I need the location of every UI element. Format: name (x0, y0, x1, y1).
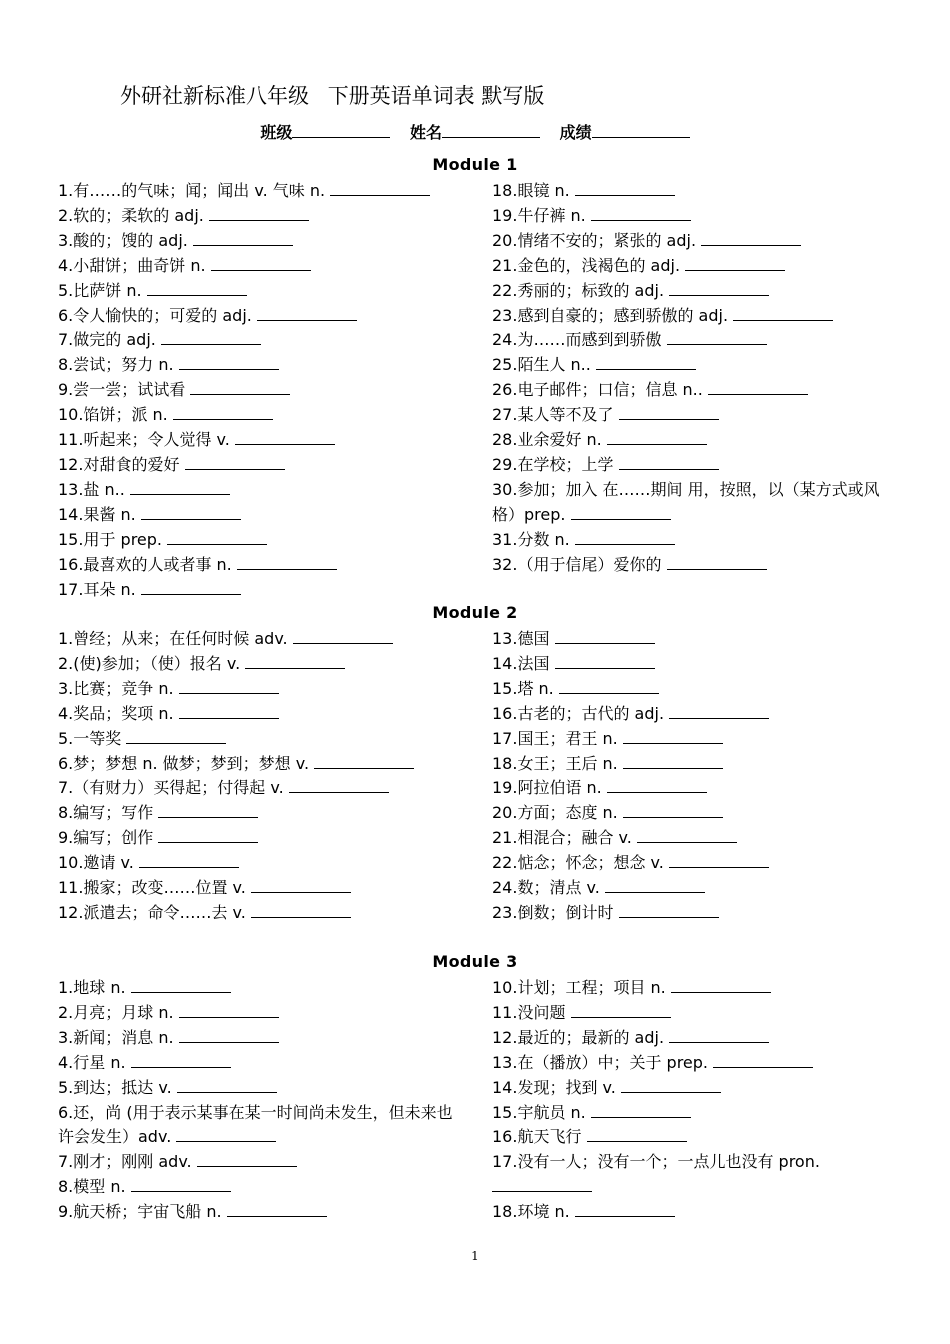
module-heading: Module 3 (432, 952, 518, 971)
vocab-prompt: 22.惦念；怀念；想念 v. (492, 853, 664, 873)
answer-blank[interactable] (173, 406, 273, 420)
answer-blank[interactable] (131, 1054, 231, 1068)
answer-blank[interactable] (197, 1153, 297, 1167)
page-title (120, 80, 556, 110)
vocab-prompt: 10.馅饼；派 n. (58, 405, 168, 425)
vocab-item (492, 1051, 902, 1076)
vocab-prompt: 14.法国 (492, 653, 550, 673)
vocab-prompt: 6.还，尚 (用于表示某事在某一时间尚未发生，但未来也许会发生）adv. (58, 1102, 453, 1147)
answer-blank[interactable] (669, 282, 769, 296)
answer-blank[interactable] (619, 456, 719, 470)
vocab-item (58, 229, 468, 254)
score-field (560, 120, 690, 143)
vocab-item (58, 901, 468, 926)
vocab-item (58, 378, 468, 403)
vocab-item (492, 627, 902, 652)
vocab-item (58, 328, 468, 353)
vocab-item (58, 478, 468, 503)
vocab-prompt: 10.计划；工程；项目 n. (492, 978, 666, 997)
answer-blank[interactable] (605, 879, 705, 893)
vocab-prompt: 30.参加；加入 在……期间 用，按照，以（某方式或风格）prep. (492, 479, 880, 524)
vocab-item (492, 1125, 902, 1150)
class-field (260, 120, 390, 143)
student-info-line (0, 120, 950, 143)
vocab-prompt: 12.派遣去；命令……去 v. (58, 902, 246, 922)
vocab-item (492, 428, 902, 453)
answer-blank[interactable] (161, 331, 261, 345)
name-field (410, 120, 540, 143)
answer-blank[interactable] (575, 182, 675, 196)
answer-blank[interactable] (587, 1128, 687, 1142)
vocab-item (492, 727, 902, 752)
vocab-prompt: 19.阿拉伯语 n. (492, 778, 602, 798)
vocab-prompt: 2.月亮；月球 n. (58, 1002, 174, 1022)
vocab-item (58, 403, 468, 428)
class-label: 班级 (260, 123, 293, 142)
vocab-prompt: 8.编写；写作 (58, 803, 154, 823)
vocab-item (492, 378, 902, 403)
vocab-prompt: 5.一等奖 (58, 728, 122, 748)
answer-blank[interactable] (733, 307, 833, 321)
vocab-prompt: 14.果酱 n. (58, 504, 136, 524)
vocab-item (492, 901, 902, 926)
vocab-prompt: 15.用于 prep. (58, 529, 163, 549)
answer-blank[interactable] (293, 630, 393, 644)
vocab-item (58, 204, 468, 229)
answer-blank[interactable] (193, 232, 293, 246)
vocab-prompt: 14.发现；找到 v. (492, 1077, 616, 1097)
vocab-prompt: 7.做完的 adj. (58, 330, 156, 350)
vocab-item (492, 478, 902, 528)
answer-blank[interactable] (179, 1029, 279, 1043)
vocab-item (492, 528, 902, 553)
answer-blank[interactable] (139, 854, 239, 868)
answer-blank[interactable] (131, 979, 231, 993)
vocab-prompt: 4.行星 n. (58, 1052, 126, 1072)
vocab-prompt: 3.酸的；馊的 adj. (58, 230, 188, 250)
vocab-item (58, 1175, 468, 1200)
vocab-item (58, 1076, 468, 1101)
vocab-item (58, 677, 468, 702)
score-blank (592, 123, 690, 138)
vocab-item (58, 279, 468, 304)
vocab-item (58, 1200, 468, 1225)
vocab-prompt: 18.眼镜 n. (492, 181, 570, 200)
vocab-item (58, 627, 468, 652)
answer-blank[interactable] (314, 755, 414, 769)
score-label: 成绩 (559, 123, 592, 142)
vocab-prompt: 31.分数 n. (492, 529, 570, 549)
vocab-item (58, 826, 468, 851)
answer-blank[interactable] (713, 1054, 813, 1068)
answer-blank[interactable] (671, 979, 771, 993)
vocab-item (58, 578, 468, 603)
vocab-prompt: 26.电子邮件；口信；信息 n.. (492, 380, 703, 400)
vocab-item (58, 1101, 468, 1151)
vocab-item (492, 254, 902, 279)
vocab-item (492, 677, 902, 702)
vocab-item (58, 179, 468, 204)
answer-blank[interactable] (575, 531, 675, 545)
vocab-prompt: 12.最近的；最新的 adj. (492, 1027, 665, 1047)
vocab-item (492, 1101, 902, 1126)
answer-blank[interactable] (559, 680, 659, 694)
vocab-item (58, 752, 468, 777)
answer-blank[interactable] (708, 381, 808, 395)
vocab-prompt: 21.金色的，浅褐色的 adj. (492, 255, 681, 275)
page-number: 1 (471, 1249, 479, 1263)
vocab-item (492, 279, 902, 304)
answer-blank[interactable] (492, 1178, 592, 1192)
answer-blank[interactable] (571, 506, 671, 520)
answer-blank[interactable] (669, 854, 769, 868)
vocab-prompt: 1.曾经；从来；在任何时候 adv. (58, 629, 288, 648)
vocab-prompt: 6.令人愉快的；可爱的 adj. (58, 305, 252, 325)
vocab-item (58, 652, 468, 677)
vocab-prompt: 32.（用于信尾）爱你的 (492, 554, 662, 574)
answer-blank[interactable] (701, 232, 801, 246)
answer-blank[interactable] (619, 406, 719, 420)
answer-blank[interactable] (131, 1178, 231, 1192)
answer-blank[interactable] (126, 730, 226, 744)
answer-blank[interactable] (289, 779, 389, 793)
answer-blank[interactable] (607, 779, 707, 793)
answer-blank[interactable] (621, 1079, 721, 1093)
answer-blank[interactable] (227, 1203, 327, 1217)
vocab-item (492, 876, 902, 901)
vocab-prompt: 7.（有财力）买得起；付得起 v. (58, 778, 284, 798)
answer-blank[interactable] (251, 879, 351, 893)
vocab-item (492, 403, 902, 428)
vocab-prompt: 11.没问题 (492, 1002, 566, 1022)
module-heading: Module 1 (432, 155, 518, 174)
vocab-item (492, 179, 902, 204)
vocab-item (492, 553, 902, 578)
vocab-prompt: 11.搬家；改变……位置 v. (58, 878, 246, 898)
vocab-prompt: 28.业余爱好 n. (492, 430, 602, 450)
vocab-prompt: 24.为……而感到到骄傲 (492, 330, 662, 350)
vocab-item (58, 503, 468, 528)
vocab-item (492, 851, 902, 876)
answer-blank[interactable] (235, 431, 335, 445)
vocab-item (492, 976, 902, 1001)
vocab-prompt: 20.方面；态度 n. (492, 803, 618, 823)
answer-blank[interactable] (607, 431, 707, 445)
answer-blank[interactable] (141, 581, 241, 595)
word-column-left (58, 976, 468, 1225)
answer-blank[interactable] (555, 655, 655, 669)
vocab-item (58, 353, 468, 378)
name-blank (442, 123, 540, 138)
vocab-item (58, 1051, 468, 1076)
vocab-prompt: 5.比萨饼 n. (58, 280, 142, 300)
vocab-prompt: 3.比赛；竞争 n. (58, 678, 174, 698)
vocab-item (492, 229, 902, 254)
answer-blank[interactable] (158, 829, 258, 843)
answer-blank[interactable] (669, 705, 769, 719)
vocab-prompt: 12.对甜食的爱好 (58, 454, 180, 474)
vocab-prompt: 13.在（播放）中；关于 prep. (492, 1052, 709, 1072)
answer-blank[interactable] (141, 506, 241, 520)
vocab-prompt: 18.女王；王后 n. (492, 753, 618, 773)
module-heading: Module 2 (432, 603, 518, 622)
vocab-item (492, 204, 902, 229)
answer-blank[interactable] (637, 829, 737, 843)
vocab-prompt: 13.德国 (492, 629, 550, 648)
vocab-prompt: 23.感到自豪的；感到骄傲的 adj. (492, 305, 729, 325)
vocab-item (58, 428, 468, 453)
title-part-1: 外研社新标准八年级 (120, 84, 309, 108)
answer-blank[interactable] (623, 730, 723, 744)
answer-blank[interactable] (185, 456, 285, 470)
vocab-prompt: 8.模型 n. (58, 1177, 126, 1197)
vocab-item (492, 1150, 902, 1200)
answer-blank[interactable] (257, 307, 357, 321)
vocab-prompt: 16.航天飞行 (492, 1127, 582, 1147)
answer-blank[interactable] (619, 904, 719, 918)
vocab-item (58, 702, 468, 727)
vocab-item (58, 851, 468, 876)
vocab-item (58, 976, 468, 1001)
answer-blank[interactable] (330, 182, 430, 196)
vocab-prompt: 23.倒数；倒计时 (492, 902, 614, 922)
vocab-item (58, 801, 468, 826)
vocab-item (492, 801, 902, 826)
vocab-prompt: 3.新闻；消息 n. (58, 1027, 174, 1047)
answer-blank[interactable] (251, 904, 351, 918)
vocab-prompt: 2.软的；柔软的 adj. (58, 205, 204, 225)
answer-blank[interactable] (130, 481, 230, 495)
word-column-right (492, 627, 902, 926)
vocab-item (492, 1200, 902, 1225)
vocab-prompt: 27.某人等不及了 (492, 405, 614, 425)
vocab-prompt: 17.耳朵 n. (58, 579, 136, 599)
vocab-prompt: 29.在学校；上学 (492, 454, 614, 474)
vocab-prompt: 16.最喜欢的人或者事 n. (58, 554, 232, 574)
answer-blank[interactable] (211, 257, 311, 271)
vocab-item (58, 528, 468, 553)
vocab-prompt: 18.环境 n. (492, 1202, 570, 1222)
answer-blank[interactable] (179, 1004, 279, 1018)
word-column-right (492, 976, 902, 1225)
answer-blank[interactable] (177, 1079, 277, 1093)
answer-blank[interactable] (179, 680, 279, 694)
vocab-item (492, 826, 902, 851)
vocab-prompt: 17.国王；君王 n. (492, 728, 618, 748)
answer-blank[interactable] (591, 1104, 691, 1118)
vocab-prompt: 9.编写；创作 (58, 828, 154, 848)
vocab-prompt: 13.盐 n.. (58, 479, 125, 499)
vocab-item (492, 453, 902, 478)
vocab-item (58, 553, 468, 578)
vocab-item (492, 353, 902, 378)
answer-blank[interactable] (179, 705, 279, 719)
answer-blank[interactable] (237, 556, 337, 570)
vocab-prompt: 5.到达；抵达 v. (58, 1077, 172, 1097)
vocab-prompt: 9.尝一尝；试试看 (58, 380, 186, 400)
vocab-item (492, 1026, 902, 1051)
vocab-item (58, 304, 468, 329)
vocab-item (492, 776, 902, 801)
answer-blank[interactable] (176, 1128, 276, 1142)
name-label: 姓名 (409, 123, 442, 142)
answer-blank[interactable] (591, 207, 691, 221)
vocab-item (58, 876, 468, 901)
vocab-prompt: 7.刚才；刚刚 adv. (58, 1152, 192, 1172)
answer-blank[interactable] (555, 630, 655, 644)
vocab-prompt: 25.陌生人 n.. (492, 355, 591, 375)
answer-blank[interactable] (669, 1029, 769, 1043)
answer-blank[interactable] (245, 655, 345, 669)
vocab-prompt: 11.听起来；令人觉得 v. (58, 430, 230, 450)
answer-blank[interactable] (158, 804, 258, 818)
vocab-item (58, 1150, 468, 1175)
answer-blank[interactable] (167, 531, 267, 545)
word-column-right (492, 179, 902, 578)
vocab-prompt: 4.奖品；奖项 n. (58, 703, 174, 723)
vocab-prompt: 16.古老的；古代的 adj. (492, 703, 665, 723)
answer-blank[interactable] (623, 755, 723, 769)
vocab-prompt: 8.尝试；努力 n. (58, 355, 174, 375)
answer-blank[interactable] (190, 381, 290, 395)
vocab-prompt: 19.牛仔裤 n. (492, 205, 586, 225)
vocab-item (492, 1001, 902, 1026)
vocab-prompt: 24.数；清点 v. (492, 878, 600, 898)
vocab-prompt: 2.(使)参加；（使）报名 v. (58, 653, 241, 673)
answer-blank[interactable] (575, 1203, 675, 1217)
title-part-2: 下册英语单词表 默写版 (327, 84, 545, 108)
answer-blank[interactable] (685, 257, 785, 271)
answer-blank[interactable] (596, 356, 696, 370)
answer-blank[interactable] (667, 331, 767, 345)
answer-blank[interactable] (147, 282, 247, 296)
vocab-prompt: 1.地球 n. (58, 978, 126, 997)
vocab-item (58, 453, 468, 478)
answer-blank[interactable] (571, 1004, 671, 1018)
vocab-item (492, 304, 902, 329)
vocab-item (492, 328, 902, 353)
vocab-prompt: 21.相混合；融合 v. (492, 828, 632, 848)
class-blank (292, 123, 390, 138)
vocab-item (58, 1026, 468, 1051)
vocab-item (492, 752, 902, 777)
vocab-item (58, 727, 468, 752)
vocab-item (58, 1001, 468, 1026)
vocab-item (492, 702, 902, 727)
vocab-prompt: 15.宇航员 n. (492, 1102, 586, 1122)
word-column-left (58, 627, 468, 926)
answer-blank[interactable] (179, 356, 279, 370)
answer-blank[interactable] (209, 207, 309, 221)
vocab-prompt: 10.邀请 v. (58, 853, 134, 873)
vocab-item (58, 254, 468, 279)
vocab-item (492, 652, 902, 677)
vocab-prompt: 22.秀丽的；标致的 adj. (492, 280, 665, 300)
word-column-left (58, 179, 468, 602)
vocab-prompt: 4.小甜饼；曲奇饼 n. (58, 255, 206, 275)
vocab-item (58, 776, 468, 801)
answer-blank[interactable] (667, 556, 767, 570)
answer-blank[interactable] (623, 804, 723, 818)
vocab-prompt: 20.情绪不安的；紧张的 adj. (492, 230, 697, 250)
vocab-prompt: 1.有……的气味；闻；闻出 v. 气味 n. (58, 181, 326, 200)
vocab-prompt: 6.梦；梦想 n. 做梦；梦到；梦想 v. (58, 753, 310, 773)
vocab-prompt: 15.塔 n. (492, 678, 554, 698)
vocab-prompt: 9.航天桥；宇宙飞船 n. (58, 1202, 222, 1222)
vocab-prompt: 17.没有一人；没有一个；一点儿也没有 pron. (492, 1152, 820, 1172)
vocab-item (492, 1076, 902, 1101)
